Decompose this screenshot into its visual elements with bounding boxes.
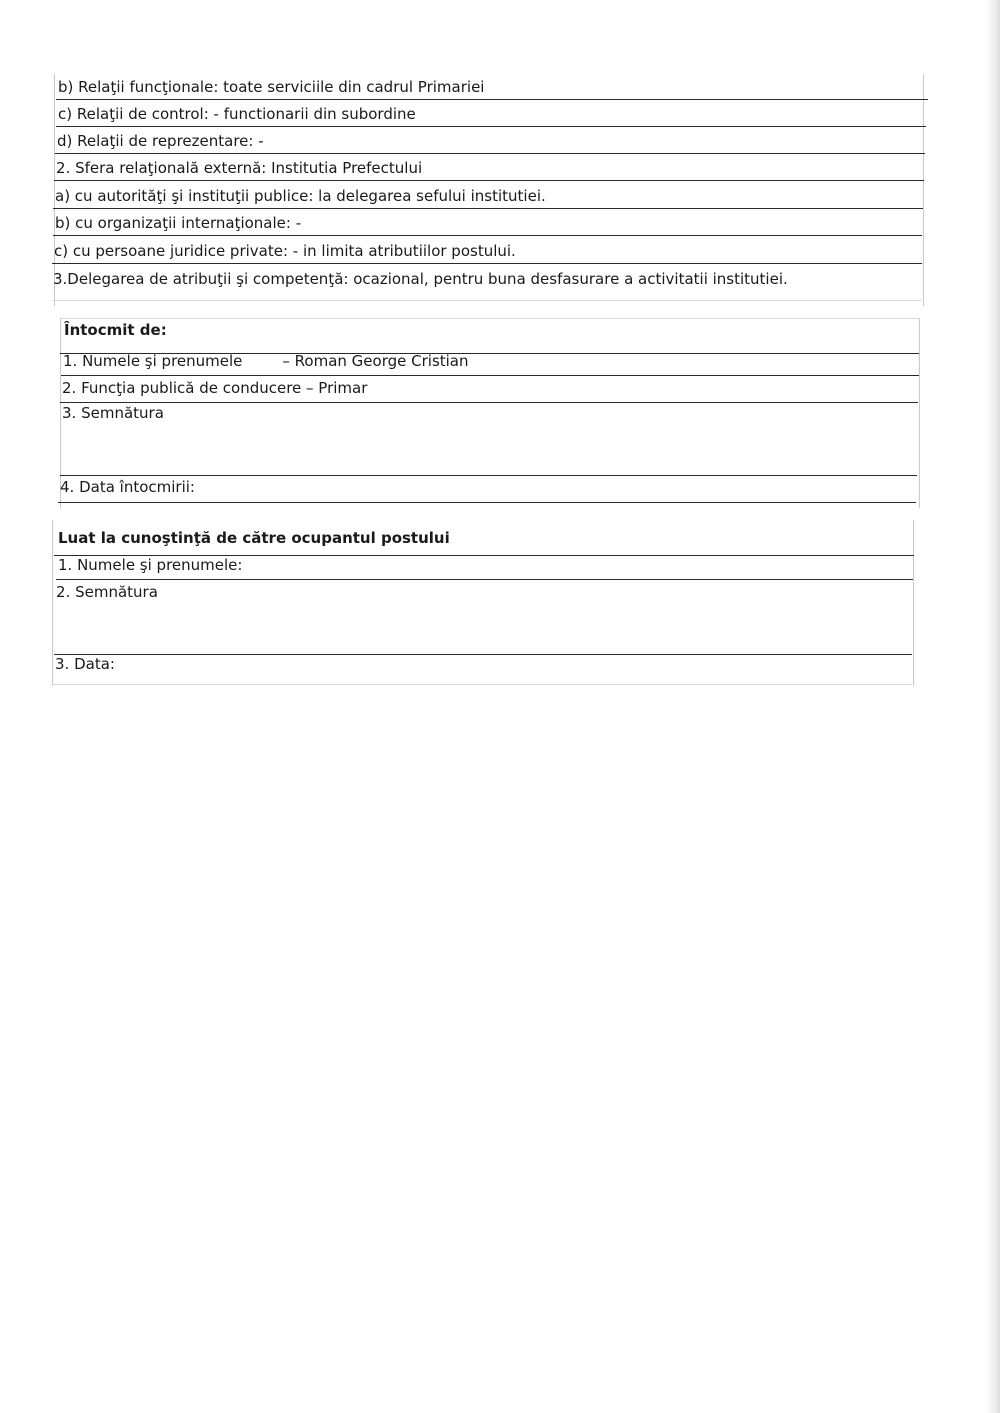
intocmit-heading: Întocmit de: — [64, 321, 167, 339]
intocmit-heading-line — [60, 330, 919, 354]
autoritati-publice-row: a) cu autorităţi şi instituţii publice: la delegarea sefului institutiei. — [53, 187, 923, 209]
intocmit-date-row: 4. Data întocmirii: — [58, 478, 916, 503]
intocmit-right-border — [919, 318, 920, 508]
relatii-control-row: c) Relaţii de control: - functionarii din subordine — [56, 105, 926, 127]
intocmit-signature-row: 3. Semnătura — [60, 404, 917, 476]
relatii-reprezentare-row: d) Relaţii de reprezentare: - — [55, 132, 925, 154]
delegare-atributii-row: 3.Delegarea de atribuţii şi competenţă: ocazional, pentru buna desfasurare a activitatii institutiei. — [53, 270, 788, 288]
persoane-juridice-row: c) cu persoane juridice private: - in limita atributiilor postului. — [52, 242, 922, 264]
intocmit-name-row — [61, 352, 919, 376]
sfera-externa-row: 2. Sfera relaţională externă: Institutia Prefectului — [54, 159, 924, 181]
luat-bottom-border — [52, 684, 912, 685]
intocmit-top-border — [60, 318, 920, 319]
luat-date-row: 3. Data: — [55, 655, 115, 673]
scan-page-edge — [986, 0, 1000, 1413]
relatii-functionale-row: b) Relaţii funcţionale: toate serviciile din cadrul Primariei — [56, 78, 928, 100]
intocmit-name-label: 1. Numele şi prenumele — [63, 352, 243, 370]
luat-heading: Luat la cunoştinţă de către ocupantul postului — [58, 529, 450, 547]
luat-heading-line — [54, 530, 914, 556]
organizatii-internationale-row: b) cu organizaţii internaţionale: - — [53, 214, 922, 236]
intocmit-function-row: 2. Funcţia publică de conducere – Primar — [60, 379, 918, 403]
intocmit-name-value: – Roman George Cristian — [282, 352, 469, 370]
luat-name-row: 1. Numele şi prenumele: — [56, 556, 913, 580]
top-section-bottom-border — [52, 300, 922, 301]
luat-signature-row: 2. Semnătura — [54, 583, 912, 655]
